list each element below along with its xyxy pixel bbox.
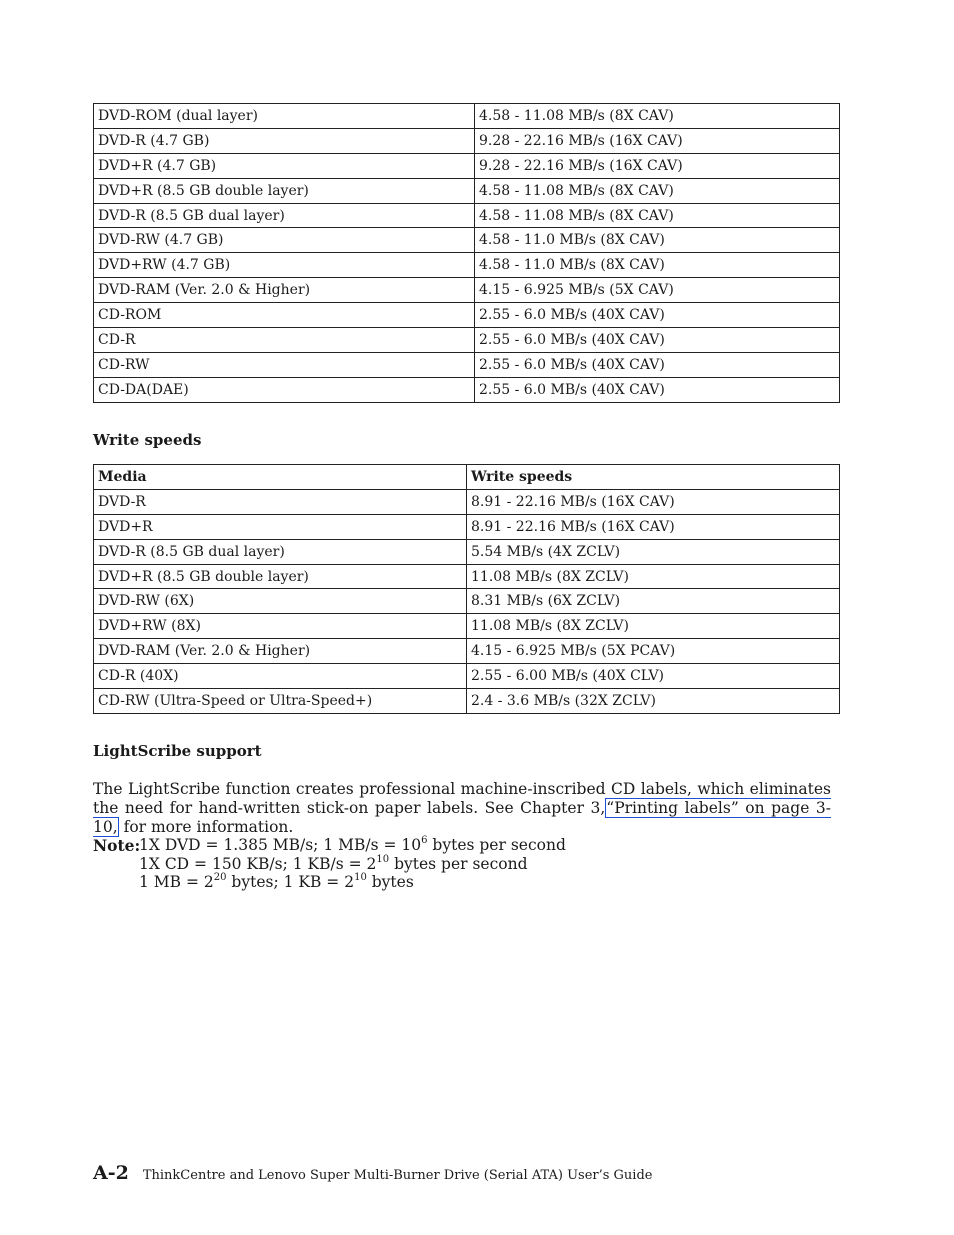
note-line-cd: 1X CD = 150 KB/s; 1 $KB/s = 2^{10}$ bytes per second xyxy=(139,854,528,873)
speed-cell: 11.08 MB/s (8X ZCLV) xyxy=(467,614,840,639)
read-speed-row xyxy=(94,303,840,328)
speed-cell: 2.55 - 6.0 MB/s (40X CAV) xyxy=(475,352,840,377)
read-speed-row xyxy=(94,203,840,228)
lightscribe-text: The LightScribe function creates professional machine-inscribed CD labels, which eliminates the need for hand-written stick-on paper labels. See Chapter 3, xyxy=(93,780,831,817)
write-speed-row xyxy=(94,639,840,664)
media-cell: CD-RW (Ultra-Speed or Ultra-Speed+) xyxy=(94,689,467,714)
media-cell: DVD-R xyxy=(94,489,467,514)
page-footer xyxy=(93,1162,652,1184)
write-speed-row xyxy=(94,514,840,539)
table-header-row xyxy=(94,465,840,490)
write-speed-row xyxy=(94,489,840,514)
write-speeds-column-header: Write speeds xyxy=(467,465,840,490)
speed-cell: 11.08 MB/s (8X ZCLV) xyxy=(467,564,840,589)
read-speed-row xyxy=(94,328,840,353)
media-cell: DVD+R (4.7 GB) xyxy=(94,153,475,178)
note-line-units: 1 MB = $2^{20}$ bytes; 1 KB = $2^{10}$ bytes xyxy=(139,872,414,891)
media-cell: CD-RW xyxy=(94,352,475,377)
lightscribe-paragraph xyxy=(93,780,831,837)
note-line-dvd: 1X DVD = 1.385 MB/s; 1 $MB/s = 10^6$ bytes per second xyxy=(139,835,566,854)
read-speed-row xyxy=(94,228,840,253)
read-speed-row xyxy=(94,278,840,303)
write-speed-row xyxy=(94,664,840,689)
speed-cell: 4.15 - 6.925 MB/s (5X CAV) xyxy=(475,278,840,303)
read-speed-row xyxy=(94,104,840,129)
media-cell: DVD-R (4.7 GB) xyxy=(94,128,475,153)
speed-cell: 4.15 - 6.925 MB/s (5X PCAV) xyxy=(467,639,840,664)
media-cell: DVD+RW (8X) xyxy=(94,614,467,639)
media-cell: CD-R (40X) xyxy=(94,664,467,689)
speed-cell: 2.55 - 6.0 MB/s (40X CAV) xyxy=(475,377,840,402)
speed-cell: 4.58 - 11.0 MB/s (8X CAV) xyxy=(475,253,840,278)
speed-cell: 4.58 - 11.08 MB/s (8X CAV) xyxy=(475,104,840,129)
speed-cell: 8.31 MB/s (6X ZCLV) xyxy=(467,589,840,614)
media-cell: DVD-RAM (Ver. 2.0 & Higher) xyxy=(94,639,467,664)
read-speed-row xyxy=(94,377,840,402)
read-speed-row xyxy=(94,253,840,278)
media-cell: DVD-RW (4.7 GB) xyxy=(94,228,475,253)
media-cell: DVD-ROM (dual layer) xyxy=(94,104,475,129)
media-cell: DVD+R (8.5 GB double layer) xyxy=(94,564,467,589)
media-cell: DVD-R (8.5 GB dual layer) xyxy=(94,539,467,564)
write-speeds-table xyxy=(93,464,840,714)
speed-cell: 9.28 - 22.16 MB/s (16X CAV) xyxy=(475,153,840,178)
read-speeds-table xyxy=(93,103,840,403)
speed-cell: 5.54 MB/s (4X ZCLV) xyxy=(467,539,840,564)
media-cell: DVD-RW (6X) xyxy=(94,589,467,614)
footer-title: ThinkCentre and Lenovo Super Multi-Burner Drive (Serial ATA) User’s Guide xyxy=(142,1168,653,1183)
write-speed-row xyxy=(94,689,840,714)
media-cell: CD-R xyxy=(94,328,475,353)
media-cell: DVD+RW (4.7 GB) xyxy=(94,253,475,278)
media-column-header: Media xyxy=(94,465,467,490)
media-cell: DVD+R xyxy=(94,514,467,539)
lightscribe-text-end: for more information. xyxy=(118,818,294,836)
note-label: Note: xyxy=(93,836,141,855)
speed-cell: 4.58 - 11.0 MB/s (8X CAV) xyxy=(475,228,840,253)
write-speeds-table-body xyxy=(94,489,840,713)
speed-cell: 8.91 - 22.16 MB/s (16X CAV) xyxy=(467,514,840,539)
speed-cell: 4.58 - 11.08 MB/s (8X CAV) xyxy=(475,203,840,228)
speed-cell: 4.58 - 11.08 MB/s (8X CAV) xyxy=(475,178,840,203)
read-speed-row xyxy=(94,153,840,178)
read-speed-row xyxy=(94,352,840,377)
media-cell: DVD-RAM (Ver. 2.0 & Higher) xyxy=(94,278,475,303)
speed-cell: 8.91 - 22.16 MB/s (16X CAV) xyxy=(467,489,840,514)
media-cell: DVD-R (8.5 GB dual layer) xyxy=(94,203,475,228)
media-cell: DVD+R (8.5 GB double layer) xyxy=(94,178,475,203)
media-cell: CD-DA(DAE) xyxy=(94,377,475,402)
read-speeds-table-body xyxy=(94,104,840,403)
read-speed-row xyxy=(94,178,840,203)
speed-cell: 2.55 - 6.0 MB/s (40X CAV) xyxy=(475,303,840,328)
page-number: A-2 xyxy=(93,1162,129,1184)
read-speed-row xyxy=(94,128,840,153)
lightscribe-heading: LightScribe support xyxy=(93,742,262,760)
write-speed-row xyxy=(94,564,840,589)
speed-cell: 2.55 - 6.0 MB/s (40X CAV) xyxy=(475,328,840,353)
speed-cell: 9.28 - 22.16 MB/s (16X CAV) xyxy=(475,128,840,153)
printing-labels-link[interactable]: “Printing labels” on page 3-10, xyxy=(93,799,831,836)
write-speed-row xyxy=(94,614,840,639)
write-speeds-heading: Write speeds xyxy=(93,431,202,449)
write-speed-row xyxy=(94,539,840,564)
speed-cell: 2.4 - 3.6 MB/s (32X ZCLV) xyxy=(467,689,840,714)
speed-cell: 2.55 - 6.00 MB/s (40X CLV) xyxy=(467,664,840,689)
write-speed-row xyxy=(94,589,840,614)
media-cell: CD-ROM xyxy=(94,303,475,328)
